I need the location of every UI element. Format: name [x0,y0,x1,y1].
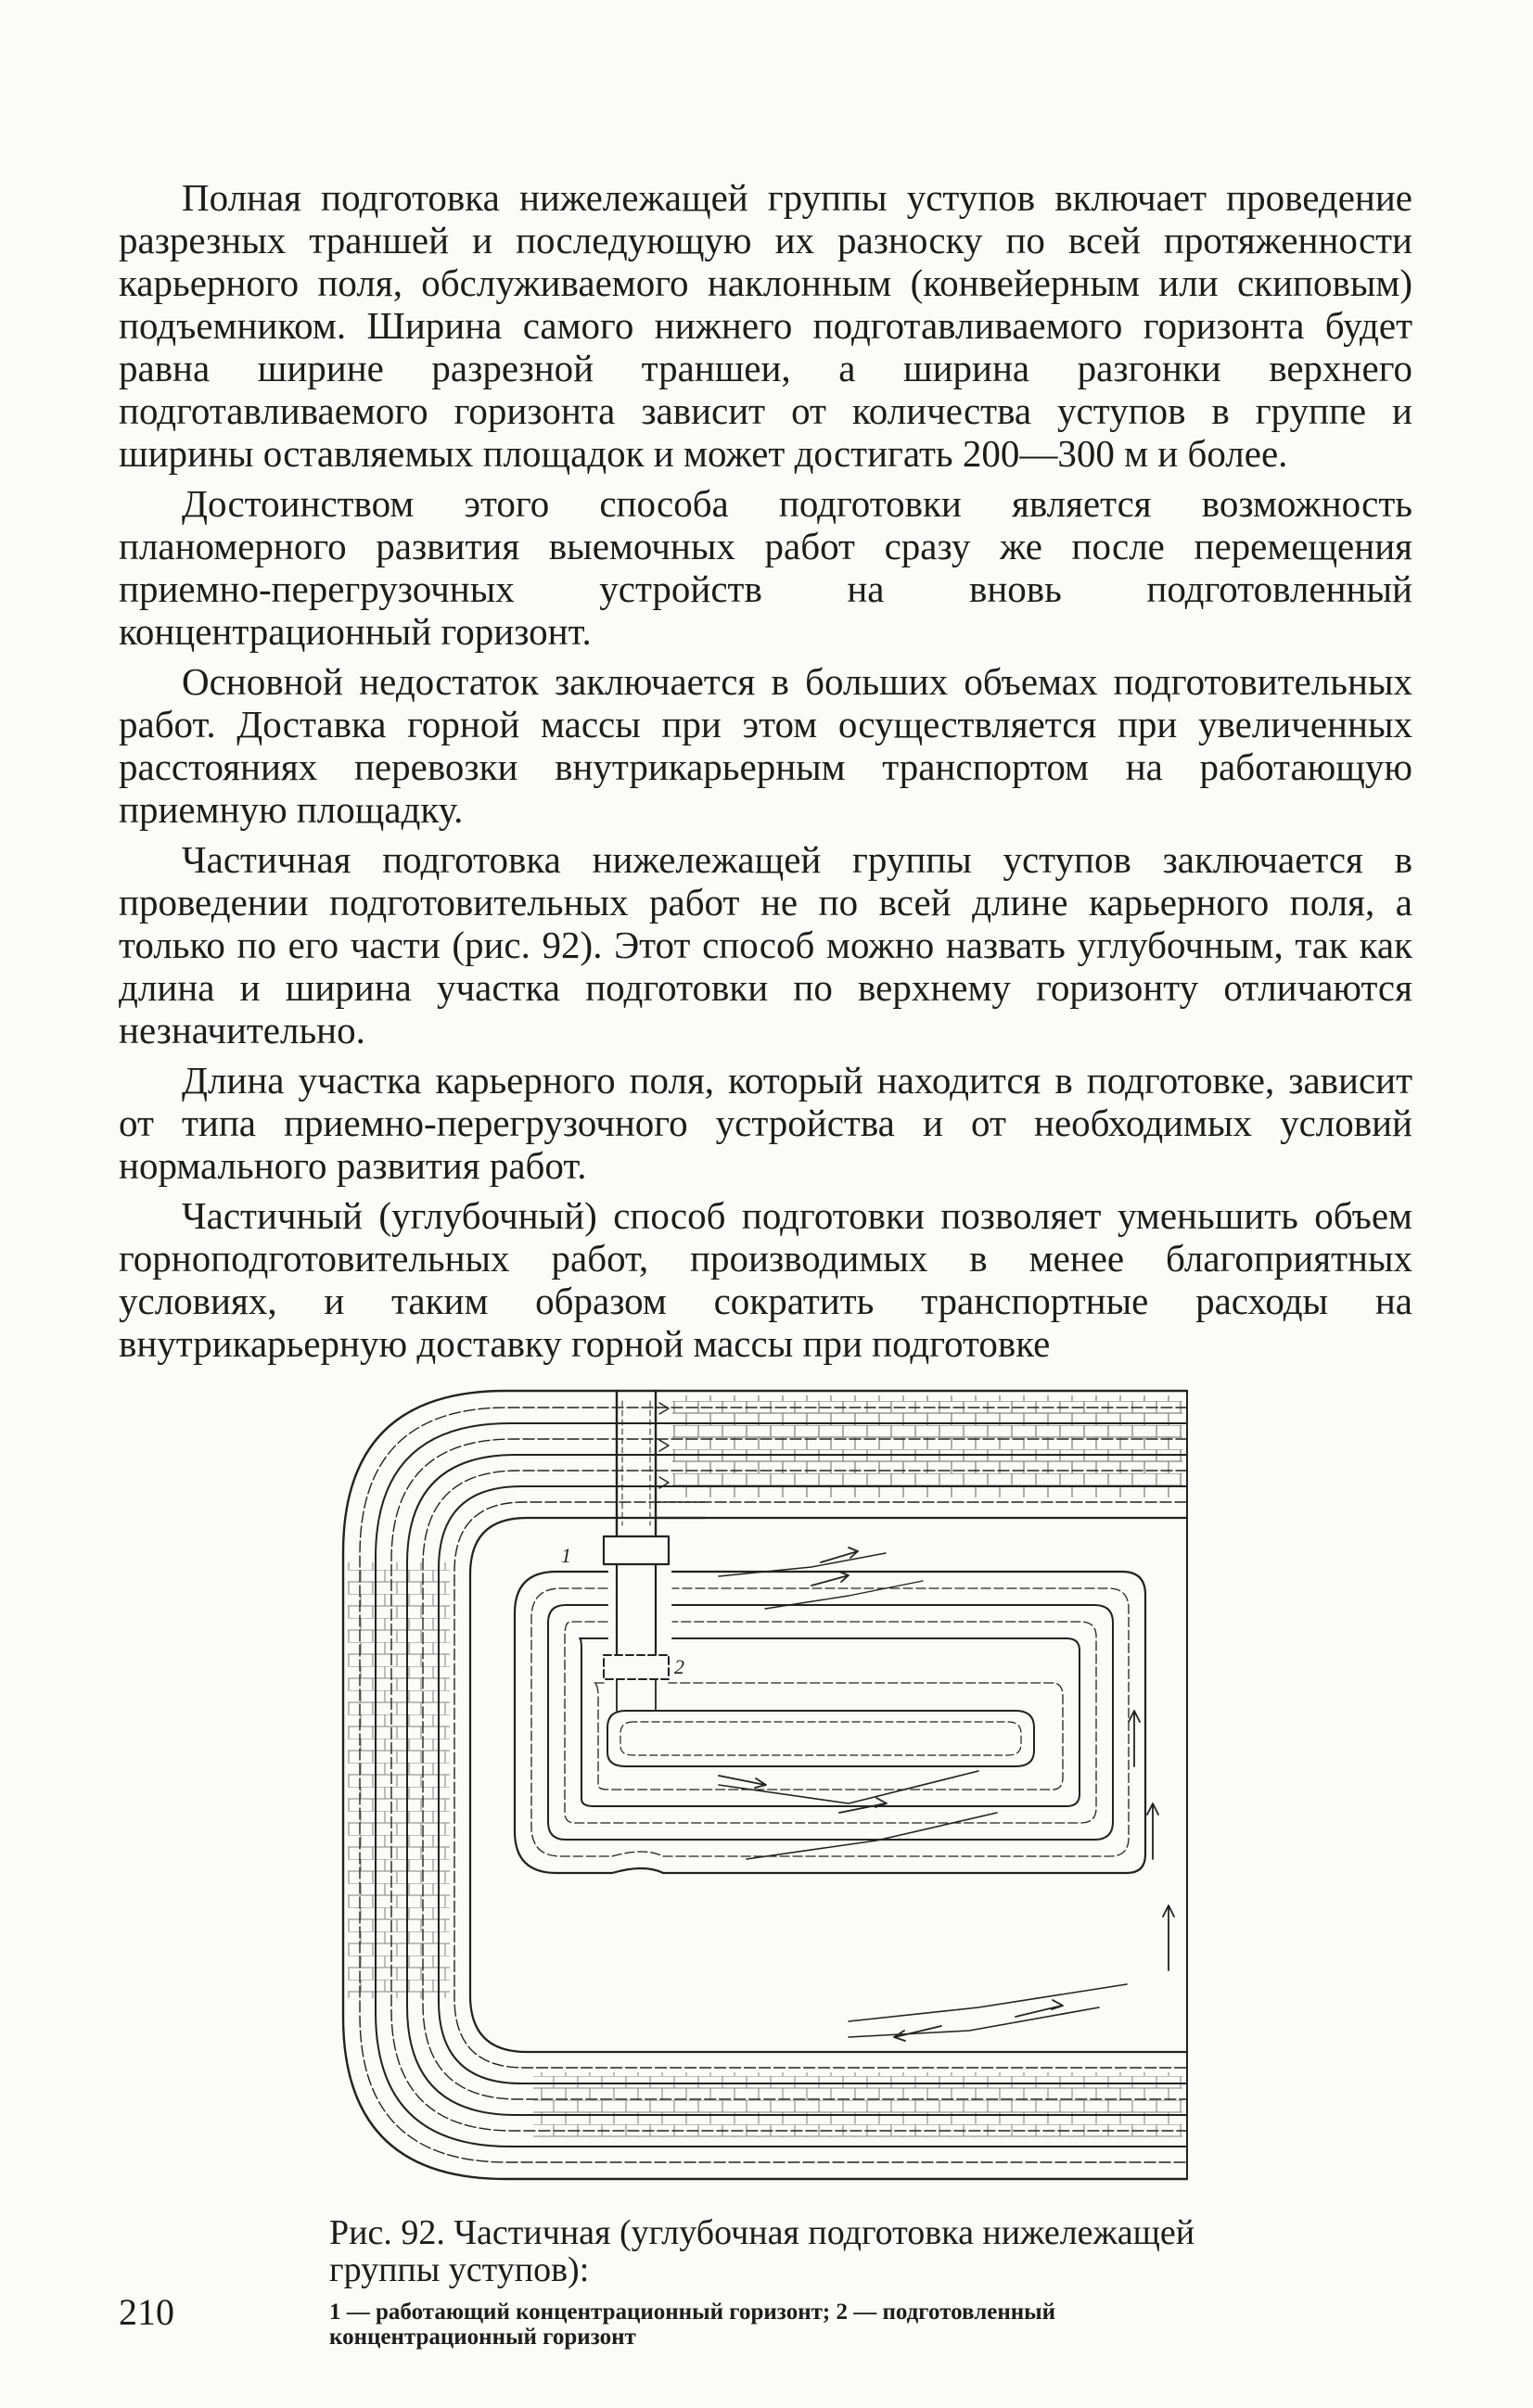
paragraph-3: Основной недостаток заключается в больших объемах подготовительных работ. Доставка горной массы при этом осуществляется при увеличенных расстояниях перевозки внутрикарьерным транспортом на работающую приемную площадку. [119,660,1412,831]
haulage-ramps [719,1553,1127,2037]
paragraph-2: Достоинством этого способа подготовки является возможность планомерного развития выемочных работ сразу же после перемещения приемно-перегрузочных устройств на вновь подготовленный концентрационный горизонт. [119,482,1412,653]
caption-legend: 1 — работающий концентрационный горизонт; 2 — подготовленный концентрационный горизонт [329,2300,1056,2350]
paragraph-6: Частичный (углубочный) способ подготовки позволяет уменьшить объем горноподготовительных работ, производимых в менее благоприятных условиях, и таким образом сократить транспортные расходы на внутрикарьерную доставку горной массы при подготовке [119,1194,1412,1365]
paragraph-4: Частичная подготовка нижележащей группы уступов заключается в проведении подготовительных работ не по всей длине карьерного поля, а только по его части (рис. 92). Этот способ можно назвать углубочным, так как длина и ширина участка подготовки по верхнему горизонту отличаются незначительно. [119,838,1412,1051]
conveyor-trench [604,1391,669,1679]
paragraph-5: Длина участка карьерного поля, который находится в подготовке, зависит от типа приемно-перегрузочного устройства и от необходимых условий нормального развития работ. [119,1059,1412,1187]
body-text [119,176,1412,1365]
figure-label-1: 1 [561,1544,571,1567]
figure-92-pit-diagram [329,1377,1206,2193]
figure-caption [329,2214,1238,2350]
figure-label-2: 2 [674,1655,684,1678]
inner-pit-benches [515,1572,1145,1873]
paragraph-1: Полная подготовка нижележащей группы уступов включает проведение разрезных траншей и последующую их разноску по всей протяженности карьерного поля, обслуживаемого наклонным (конвейерным или скиповым) подъемником. Ширина самого нижнего подготавливаемого горизонта будет равна ширине разрезной траншеи, а ширина разгонки верхнего подготавливаемого горизонта зависит от количества уступов в группе и ширины оставляемых площадок и может достигать 200—300 м и более. [119,176,1412,475]
pit-plan-drawing [329,1377,1206,2193]
page-number: 210 [119,2291,174,2333]
caption-title: Рис. 92. Частичная (углубочная подготовка нижележащей группы уступов): [329,2213,1195,2289]
